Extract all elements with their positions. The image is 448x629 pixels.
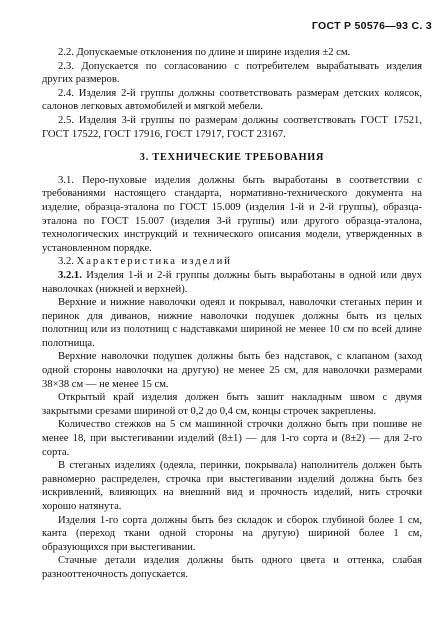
paragraph-3-2-title: Характеристика изделий bbox=[76, 256, 232, 268]
paragraph-quilted: В стеганых изделиях (одеяла, перинки, покрывала) наполнитель должен быть равномерно распределен, строчка при выстегивании изделий должна быть без искривлений, влияющих на внешний вид и прочность изделий, нить строчки хорошо натянута. bbox=[42, 460, 422, 512]
paragraph-pillow-covers: Верхние наволочки подушек должны быть без надставок, с клапаном (заход одной стороны наволочки на другую) не менее 25 см, для наволочки размерами 38×38 см — не менее 15 см. bbox=[42, 351, 422, 390]
document-body bbox=[42, 46, 422, 582]
paragraph-2-3: 2.3. Допускается по согласованию с потребителем вырабатывать изделия других размеров. bbox=[42, 60, 422, 86]
paragraph-sewn-parts: Стачные детали изделия должны быть одного цвета и оттенка, слабая разнооттеночность допускается. bbox=[42, 555, 422, 580]
paragraph-3-2 bbox=[42, 255, 422, 269]
paragraph-3-2-1 bbox=[42, 269, 422, 296]
paragraph-3-2-number: 3.2. bbox=[58, 256, 74, 268]
paragraph-stitches: Количество стежков на 5 см машинной строчки должно быть при пошиве не менее 18, при выстегивании изделий (8±1) — для 1-го сорта и (8±2) — для 2-го сорта. bbox=[42, 419, 422, 458]
section-3-title: 3. ТЕХНИЧЕСКИЕ ТРЕБОВАНИЯ bbox=[139, 152, 325, 164]
paragraph-3-2-1-text: Изделия 1-й и 2-й группы должны быть выработаны в одной или двух наволочках (нижней и верхней). bbox=[42, 269, 422, 295]
paragraph-first-grade: Изделия 1-го сорта должны быть без складок и сборок глубиной более 1 см, канта (переход ткани одной стороны на другую) шириной более 1 см, образующихся при выстегивании. bbox=[42, 514, 422, 553]
paragraph-3-2-1-number: 3.2.1. bbox=[58, 269, 82, 281]
paragraph-3-1: 3.1. Перо-пуховые изделия должны быть выработаны в соответствии с требованиями настоящего стандарта, нормативно-технического документа на изделие, образца-эталона по ГОСТ 15.009 (изделия 1-й и 2-й группы), образца-эталона по ГОСТ 15.007 (изделия 3-й группы) или другого образца-эталона, технологических инструкций и технического описания модели, утвержденных в установленном порядке. bbox=[42, 174, 422, 254]
paragraph-2-4: 2.4. Изделия 2-й группы должны соответствовать размерам детских колясок, салонов легковых автомобилей и мягкой мебели. bbox=[42, 87, 422, 113]
paragraph-2-5: 2.5. Изделия 3-й группы по размерам должны соответствовать ГОСТ 17521, ГОСТ 17522, ГОСТ 17916, ГОСТ 17917, ГОСТ 23167. bbox=[42, 114, 422, 140]
paragraph-open-edge: Открытый край изделия должен быть зашит накладным швом с двумя закрытыми срезами шириной от 0,2 до 0,4 см, концы строчек закреплены. bbox=[42, 392, 422, 417]
page-header: ГОСТ Р 50576—93 С. 3 bbox=[311, 20, 432, 32]
paragraph-2-2: 2.2. Допускаемые отклонения по длине и ширине изделия ±2 см. bbox=[58, 47, 351, 58]
paragraph-covers: Верхние и нижние наволочки одеял и покрывал, наволочки стеганых перин и перинок для диванов, нижние наволочки подушек должны быть из целых полотнищ или из полотнищ с надставками шириной не менее 10 см по всей длине полотнища. bbox=[42, 297, 422, 349]
